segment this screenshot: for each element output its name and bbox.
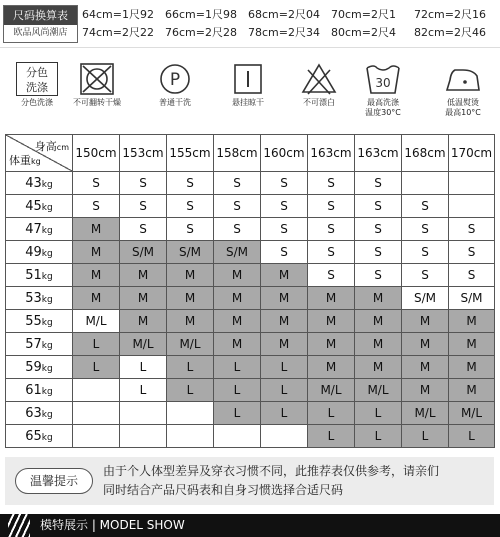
weight-cell bbox=[6, 379, 73, 402]
care-label: 悬挂晾干 bbox=[232, 98, 264, 107]
size-cell: L bbox=[167, 356, 214, 379]
weight-unit: kg bbox=[41, 179, 53, 190]
size-cell bbox=[73, 379, 120, 402]
size-cell: M bbox=[402, 310, 449, 333]
size-cell: S bbox=[308, 172, 355, 195]
size-cell: M/L bbox=[402, 402, 449, 425]
table-row bbox=[6, 356, 495, 379]
size-cell: S bbox=[402, 241, 449, 264]
care-label: 最高洗涤 bbox=[367, 98, 399, 107]
size-cell: M bbox=[167, 264, 214, 287]
size-cell: L bbox=[73, 356, 120, 379]
size-conversion-strip bbox=[0, 0, 500, 48]
height-header: 153cm bbox=[120, 135, 167, 172]
size-cell: S bbox=[449, 264, 495, 287]
size-cell: S bbox=[308, 195, 355, 218]
weight-cell bbox=[6, 195, 73, 218]
weight-value: 59 bbox=[25, 359, 42, 375]
tips-panel bbox=[5, 457, 494, 505]
care-label: 分色洗涤 bbox=[21, 98, 53, 107]
dry-clean-p-icon bbox=[158, 62, 192, 96]
size-cell: S bbox=[167, 195, 214, 218]
size-cell: M bbox=[214, 264, 261, 287]
height-header: 163cm bbox=[355, 135, 402, 172]
care-label: 普通干洗 bbox=[159, 98, 191, 107]
weight-value: 57 bbox=[25, 336, 42, 352]
table-header-row bbox=[6, 135, 495, 172]
care-sub-label: 最高10°C bbox=[445, 108, 481, 117]
height-header: 168cm bbox=[402, 135, 449, 172]
size-cell: S bbox=[402, 218, 449, 241]
size-cell: S bbox=[214, 195, 261, 218]
size-cell: M bbox=[214, 287, 261, 310]
weight-cell bbox=[6, 241, 73, 264]
weight-value: 47 bbox=[25, 221, 42, 237]
care-symbols bbox=[0, 60, 500, 122]
size-cell bbox=[120, 402, 167, 425]
weight-unit: kg bbox=[41, 340, 53, 351]
size-cell: M bbox=[167, 310, 214, 333]
size-cell: L bbox=[214, 356, 261, 379]
size-cell: L bbox=[261, 356, 308, 379]
size-cell: S bbox=[261, 195, 308, 218]
size-cell bbox=[167, 402, 214, 425]
size-cell bbox=[449, 172, 495, 195]
height-header: 170cm bbox=[449, 135, 495, 172]
size-cell: L bbox=[120, 356, 167, 379]
size-cell: L bbox=[402, 425, 449, 448]
size-cell: L bbox=[167, 379, 214, 402]
care-label: 不可翻转干燥 bbox=[73, 98, 121, 107]
conversion-item: 80cm=2尺4 bbox=[331, 26, 396, 39]
size-cell: M bbox=[73, 218, 120, 241]
size-cell bbox=[73, 402, 120, 425]
corner-weight-label bbox=[9, 152, 41, 168]
size-cell: S bbox=[308, 218, 355, 241]
weight-value: 45 bbox=[25, 198, 42, 214]
iron-low-icon bbox=[443, 62, 483, 96]
size-cell: M bbox=[261, 264, 308, 287]
weight-value: 43 bbox=[25, 175, 42, 191]
weight-cell bbox=[6, 264, 73, 287]
conversion-label-box bbox=[3, 5, 78, 43]
weight-cell bbox=[6, 425, 73, 448]
size-cell: S bbox=[167, 172, 214, 195]
size-cell: L bbox=[214, 402, 261, 425]
weight-value: 55 bbox=[25, 313, 42, 329]
size-recommendation-table bbox=[5, 134, 495, 448]
size-cell bbox=[73, 425, 120, 448]
model-show-banner bbox=[0, 514, 500, 537]
weight-unit: kg bbox=[41, 271, 53, 282]
table-row bbox=[6, 287, 495, 310]
size-cell: S bbox=[308, 264, 355, 287]
size-cell: M bbox=[73, 264, 120, 287]
weight-value: 53 bbox=[25, 290, 42, 306]
care-hang-dry bbox=[213, 60, 283, 108]
size-cell: M/L bbox=[120, 333, 167, 356]
corner-cell bbox=[6, 135, 73, 172]
size-cell: S bbox=[214, 172, 261, 195]
wash-temp-value: 30 bbox=[375, 76, 391, 90]
size-cell: L bbox=[308, 425, 355, 448]
wash-30-icon bbox=[364, 62, 402, 96]
table-row bbox=[6, 310, 495, 333]
size-cell: S bbox=[402, 195, 449, 218]
size-cell: M bbox=[261, 287, 308, 310]
size-cell: L bbox=[214, 379, 261, 402]
weight-cell bbox=[6, 287, 73, 310]
size-cell: M bbox=[402, 379, 449, 402]
size-cell: M/L bbox=[308, 379, 355, 402]
size-cell: M bbox=[449, 379, 495, 402]
size-cell: M bbox=[308, 310, 355, 333]
size-cell: S bbox=[449, 218, 495, 241]
size-cell bbox=[167, 425, 214, 448]
size-cell: M bbox=[449, 356, 495, 379]
separate-wash-icon bbox=[16, 62, 58, 96]
size-cell bbox=[402, 172, 449, 195]
size-cell: M bbox=[167, 287, 214, 310]
size-cell: L bbox=[308, 402, 355, 425]
size-cell: M bbox=[120, 310, 167, 333]
corner-weight-unit: kg bbox=[31, 157, 41, 166]
size-cell bbox=[120, 425, 167, 448]
care-dry-clean bbox=[140, 60, 210, 108]
size-cell: L bbox=[355, 402, 402, 425]
size-cell: L bbox=[73, 333, 120, 356]
conversion-grid bbox=[82, 8, 497, 40]
size-cell: S bbox=[355, 218, 402, 241]
size-cell: S/M bbox=[449, 287, 495, 310]
size-cell: S bbox=[214, 218, 261, 241]
size-cell: S bbox=[261, 241, 308, 264]
care-label: 低温熨烫 bbox=[447, 98, 479, 107]
care-label: 不可漂白 bbox=[303, 98, 335, 107]
size-cell bbox=[261, 425, 308, 448]
weight-cell bbox=[6, 402, 73, 425]
conversion-item: 78cm=2尺34 bbox=[248, 26, 320, 39]
size-cell: M bbox=[73, 287, 120, 310]
height-header: 155cm bbox=[167, 135, 214, 172]
weight-unit: kg bbox=[41, 432, 53, 443]
weight-unit: kg bbox=[41, 317, 53, 328]
size-cell: M bbox=[402, 333, 449, 356]
size-cell: M bbox=[355, 356, 402, 379]
size-cell: M bbox=[402, 356, 449, 379]
corner-diagonal bbox=[6, 135, 72, 171]
size-cell: S bbox=[73, 195, 120, 218]
conversion-item: 68cm=2尺04 bbox=[248, 8, 320, 21]
height-header: 150cm bbox=[73, 135, 120, 172]
weight-unit: kg bbox=[41, 363, 53, 374]
table-row bbox=[6, 218, 495, 241]
size-cell: M/L bbox=[167, 333, 214, 356]
conversion-item: 66cm=1尺98 bbox=[165, 8, 237, 21]
table-row bbox=[6, 195, 495, 218]
weight-value: 49 bbox=[25, 244, 42, 260]
care-low-iron bbox=[428, 60, 498, 118]
conversion-title: 尺码换算表 bbox=[4, 6, 77, 25]
weight-value: 65 bbox=[25, 428, 42, 444]
conversion-item: 64cm=1尺92 bbox=[82, 8, 154, 21]
height-header: 158cm bbox=[214, 135, 261, 172]
size-cell: S/M bbox=[120, 241, 167, 264]
separate-box-line2: 洗涤 bbox=[26, 81, 48, 94]
conversion-item: 70cm=2尺1 bbox=[331, 8, 396, 21]
size-cell: S bbox=[261, 172, 308, 195]
care-no-tumble bbox=[62, 60, 132, 108]
size-cell: M bbox=[73, 241, 120, 264]
table-row bbox=[6, 172, 495, 195]
model-show-title: 模特展示 | MODEL SHOW bbox=[40, 518, 185, 532]
size-cell: S bbox=[308, 241, 355, 264]
size-cell: M bbox=[261, 310, 308, 333]
tips-line-2: 同时结合产品尺码表和自身习惯选择合适尺码 bbox=[103, 483, 344, 497]
size-cell: S bbox=[167, 218, 214, 241]
corner-height-text: 身高 bbox=[34, 140, 57, 153]
conversion-item: 76cm=2尺28 bbox=[165, 26, 237, 39]
weight-unit: kg bbox=[41, 248, 53, 259]
care-sub-label: 温度30°C bbox=[365, 108, 401, 117]
weight-cell bbox=[6, 172, 73, 195]
size-cell: S bbox=[120, 195, 167, 218]
size-cell: M bbox=[308, 333, 355, 356]
size-cell: M bbox=[214, 310, 261, 333]
size-cell: M/L bbox=[355, 379, 402, 402]
weight-unit: kg bbox=[41, 409, 53, 420]
weight-cell bbox=[6, 310, 73, 333]
weight-value: 61 bbox=[25, 382, 42, 398]
size-cell bbox=[214, 425, 261, 448]
weight-value: 63 bbox=[25, 405, 42, 421]
table-row bbox=[6, 425, 495, 448]
hang-dry-icon bbox=[231, 62, 265, 96]
table-row bbox=[6, 333, 495, 356]
size-cell: M bbox=[355, 310, 402, 333]
tips-text bbox=[103, 462, 489, 500]
size-cell: L bbox=[449, 425, 495, 448]
weight-unit: kg bbox=[41, 225, 53, 236]
weight-cell bbox=[6, 356, 73, 379]
size-cell: S bbox=[261, 218, 308, 241]
no-bleach-icon bbox=[300, 62, 338, 96]
size-cell: M bbox=[449, 310, 495, 333]
size-cell: S bbox=[449, 241, 495, 264]
size-cell: S bbox=[355, 241, 402, 264]
size-cell: S bbox=[355, 172, 402, 195]
size-cell: M bbox=[261, 333, 308, 356]
table-row bbox=[6, 402, 495, 425]
size-cell: S/M bbox=[167, 241, 214, 264]
table-row bbox=[6, 264, 495, 287]
weight-cell bbox=[6, 333, 73, 356]
conversion-item: 72cm=2尺16 bbox=[414, 8, 486, 21]
size-cell: S bbox=[120, 172, 167, 195]
corner-weight-text: 体重 bbox=[9, 154, 31, 167]
size-cell: S/M bbox=[402, 287, 449, 310]
table-row bbox=[6, 241, 495, 264]
size-cell: M bbox=[308, 356, 355, 379]
size-cell: S/M bbox=[214, 241, 261, 264]
size-cell: M bbox=[355, 287, 402, 310]
size-cell: S bbox=[355, 195, 402, 218]
size-cell: L bbox=[120, 379, 167, 402]
size-cell: M bbox=[355, 333, 402, 356]
tips-badge: 温馨提示 bbox=[15, 468, 93, 494]
stripe-decoration bbox=[8, 514, 30, 537]
size-cell: M bbox=[214, 333, 261, 356]
weight-cell bbox=[6, 218, 73, 241]
size-cell: M bbox=[120, 287, 167, 310]
corner-height-unit: cm bbox=[56, 143, 69, 152]
weight-unit: kg bbox=[41, 202, 53, 213]
size-cell: S bbox=[355, 264, 402, 287]
conversion-item: 74cm=2尺22 bbox=[82, 26, 154, 39]
tips-line-1: 由于个人体型差异及穿衣习惯不同，此推荐表仅供参考，请亲们 bbox=[103, 464, 440, 478]
weight-unit: kg bbox=[41, 386, 53, 397]
conversion-item: 82cm=2尺46 bbox=[414, 26, 486, 39]
height-header: 160cm bbox=[261, 135, 308, 172]
dryclean-letter: P bbox=[169, 70, 181, 90]
size-cell: L bbox=[261, 379, 308, 402]
size-cell: S bbox=[73, 172, 120, 195]
size-cell: S bbox=[120, 218, 167, 241]
separate-box-line1: 分色 bbox=[26, 66, 48, 79]
size-cell: M bbox=[120, 264, 167, 287]
care-wash-temp bbox=[348, 60, 418, 118]
weight-value: 51 bbox=[25, 267, 42, 283]
size-cell: M bbox=[308, 287, 355, 310]
size-cell bbox=[449, 195, 495, 218]
no-tumble-dry-icon bbox=[79, 62, 115, 96]
size-cell: L bbox=[261, 402, 308, 425]
shop-name: 欧品风尚潮店 bbox=[13, 28, 68, 38]
size-cell: M/L bbox=[73, 310, 120, 333]
size-cell: L bbox=[355, 425, 402, 448]
weight-unit: kg bbox=[41, 294, 53, 305]
size-cell: M/L bbox=[449, 402, 495, 425]
size-cell: S bbox=[402, 264, 449, 287]
table-row bbox=[6, 379, 495, 402]
care-no-bleach bbox=[284, 60, 354, 108]
size-cell: M bbox=[449, 333, 495, 356]
height-header: 163cm bbox=[308, 135, 355, 172]
